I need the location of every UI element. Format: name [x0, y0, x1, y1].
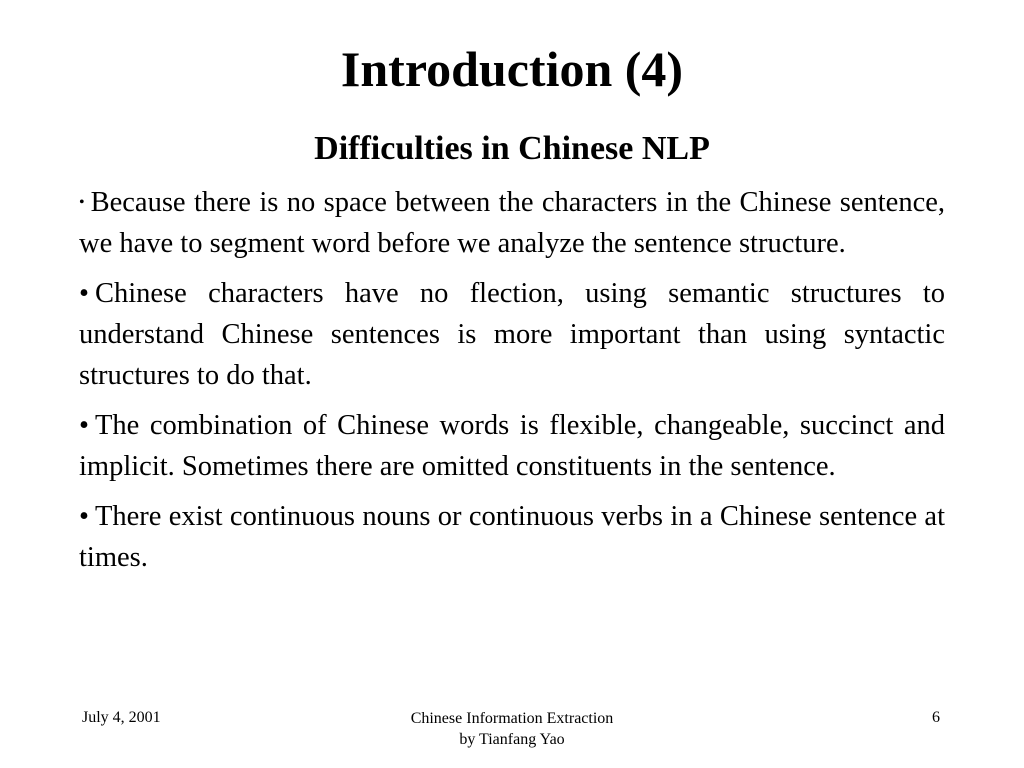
footer-date: July 4, 2001: [82, 709, 161, 726]
bullet-item: [79, 273, 945, 396]
bullet-text: Because there is no space between the characters in the Chinese sentence, we have to segment word before we analyze the sentence structure.: [79, 187, 945, 259]
bullet-text: Chinese characters have no flection, using semantic structures to understand Chinese sentences is more important than using syntactic structures to do that.: [79, 278, 945, 391]
bullet-dot-icon: •: [79, 194, 85, 211]
slide-title: Introduction (4): [340, 41, 684, 97]
footer-author: by Tianfang Yao: [459, 731, 565, 748]
bullet-dot-icon: •: [79, 410, 89, 441]
bullet-dot-icon: •: [79, 501, 89, 532]
slide-subtitle: Difficulties in Chinese NLP: [314, 130, 710, 167]
bullet-item: [79, 182, 945, 264]
footer-presentation-info: [312, 708, 712, 750]
footer-page-number: 6: [932, 709, 940, 726]
bullet-item: [79, 496, 945, 578]
bullet-text: The combination of Chinese words is flexible, changeable, succinct and implicit. Sometimes there are omitted constituents in the sentence.: [79, 410, 945, 482]
bullet-list: [79, 182, 945, 587]
footer-presentation-title: Chinese Information Extraction: [410, 710, 614, 727]
bullet-item: [79, 405, 945, 487]
bullet-text: There exist continuous nouns or continuous verbs in a Chinese sentence at times.: [79, 501, 945, 573]
bullet-dot-icon: •: [79, 278, 89, 309]
